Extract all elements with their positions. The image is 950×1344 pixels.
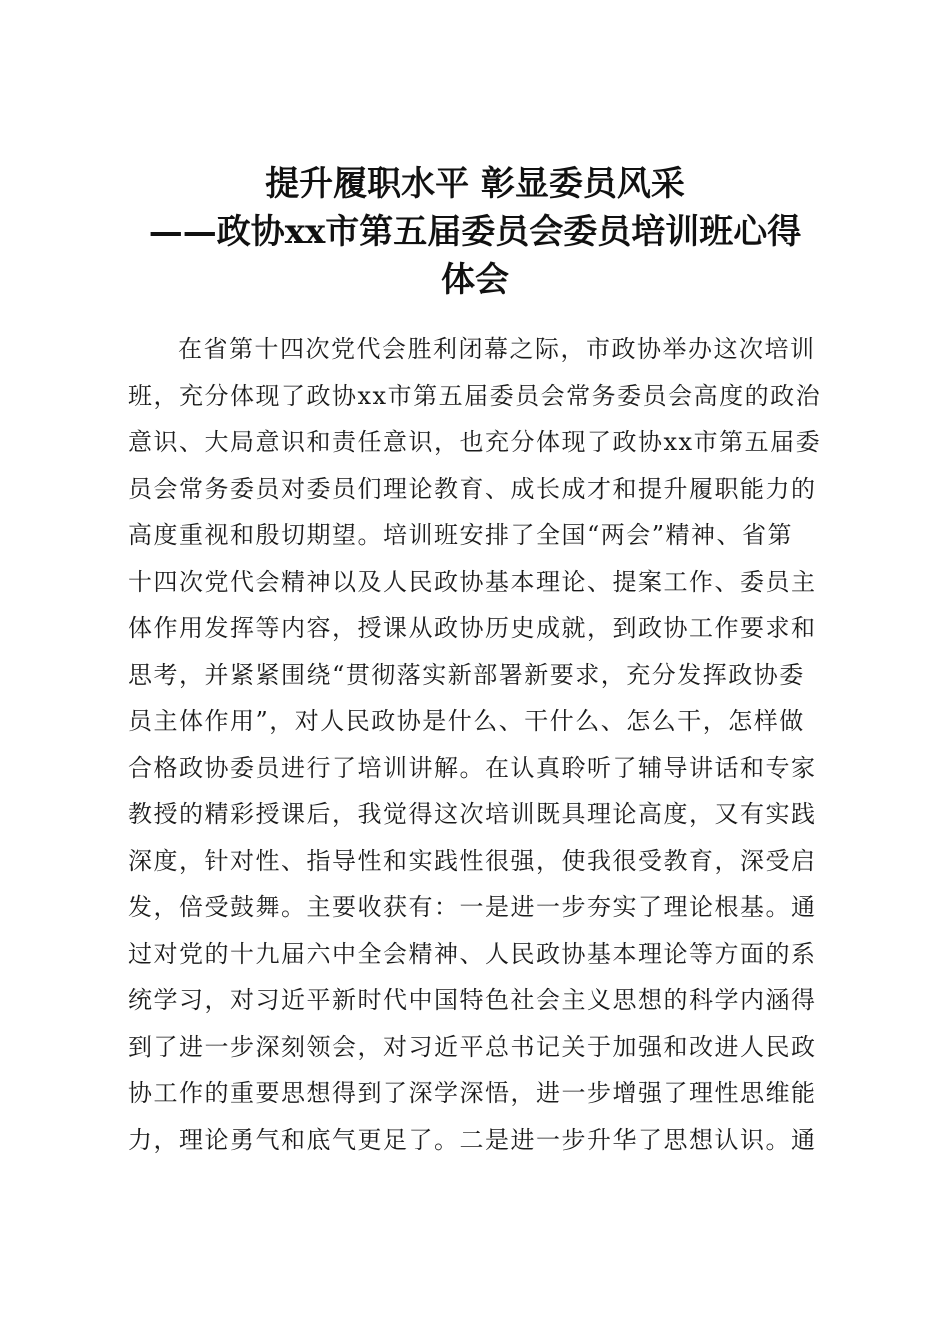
title-line-1: 提升履职水平 彰显委员风采 bbox=[265, 164, 685, 204]
body-line: 发，倍受鼓舞。主要收获有：一是进一步夯实了理论根基。通 bbox=[128, 893, 817, 921]
body-line: 到了进一步深刻领会，对习近平总书记关于加强和改进人民政 bbox=[128, 1032, 817, 1061]
body-line: 在省第十四次党代会胜利闭幕之际，市政协举办这次培训 bbox=[178, 335, 816, 363]
body-line: 深度，针对性、指导性和实践性很强，使我很受教育，深受启 bbox=[128, 846, 817, 875]
body-line: 教授的精彩授课后，我觉得这次培训既具理论高度，又有实践 bbox=[128, 800, 817, 828]
body-line: 力，理论勇气和底气更足了。二是进一步升华了思想认识。通 bbox=[128, 1125, 817, 1154]
body-line: 体作用发挥等内容，授课从政协历史成就，到政协工作要求和 bbox=[128, 614, 817, 642]
title-line-2: ——政协xx市第五届委员会委员培训班心得 bbox=[148, 212, 802, 252]
body-line: 协工作的重要思想得到了深学深悟，进一步增强了理性思维能 bbox=[128, 1079, 817, 1107]
body-line: 高度重视和殷切期望。培训班安排了全国“两会”精神、省第 bbox=[128, 521, 794, 549]
body-line: 班，充分体现了政协xx市第五届委员会常务委员会高度的政治 bbox=[128, 381, 822, 410]
body-line: 意识、大局意识和责任意识，也充分体现了政协xx市第五届委 bbox=[128, 428, 822, 456]
body-line: 统学习，对习近平新时代中国特色社会主义思想的科学内涵得 bbox=[128, 986, 817, 1014]
body-line: 十四次党代会精神以及人民政协基本理论、提案工作、委员主 bbox=[128, 567, 817, 596]
body-line: 合格政协委员进行了培训讲解。在认真聆听了辅导讲话和专家 bbox=[128, 753, 817, 782]
title-line-3: 体会 bbox=[441, 260, 509, 300]
document-title bbox=[120, 160, 830, 304]
body-paragraph bbox=[128, 326, 828, 1163]
body-line: 思考，并紧紧围绕“贯彻落实新部署新要求，充分发挥政协委 bbox=[128, 660, 805, 689]
body-line: 过对党的十九届六中全会精神、人民政协基本理论等方面的系 bbox=[128, 939, 817, 968]
body-line: 员主体作用”，对人民政协是什么、干什么、怎么干，怎样做 bbox=[128, 707, 805, 735]
body-line: 员会常务委员对委员们理论教育、成长成才和提升履职能力的 bbox=[128, 474, 817, 503]
